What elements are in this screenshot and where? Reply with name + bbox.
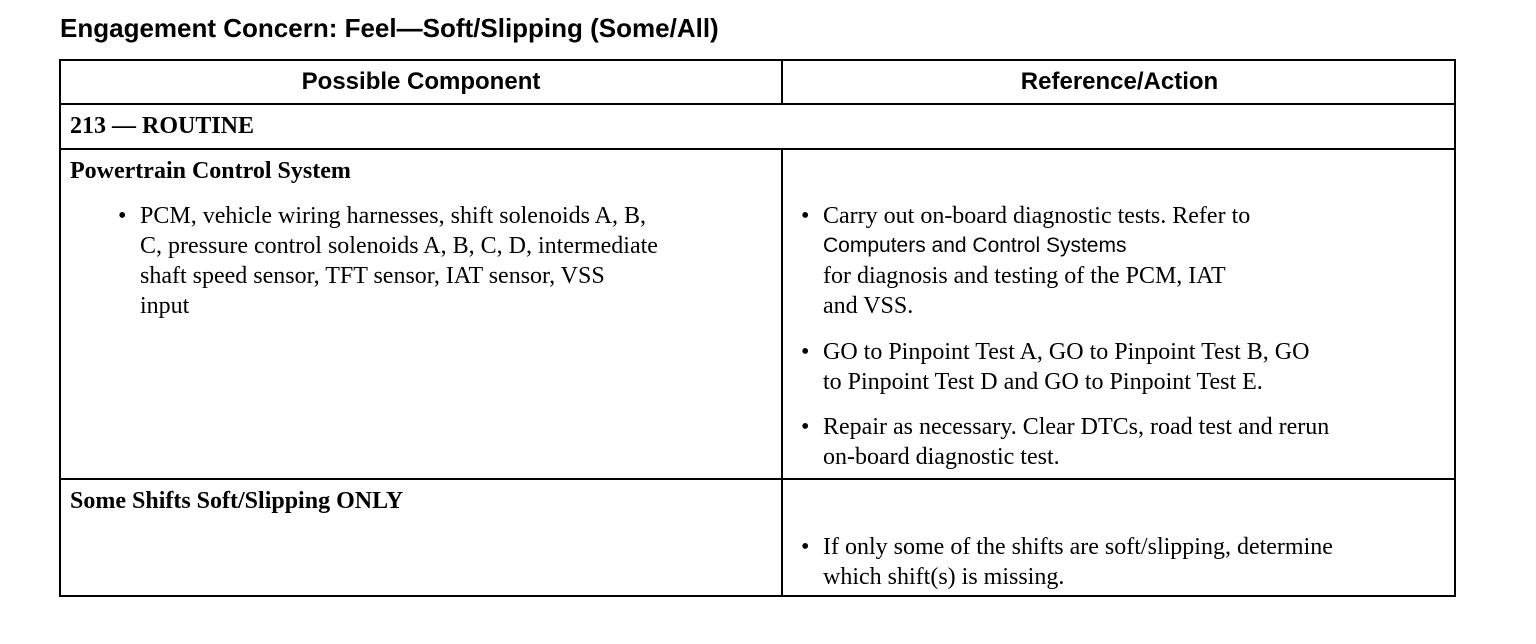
section-divider bbox=[61, 478, 1454, 480]
routine-label: 213 — ROUTINE bbox=[70, 113, 255, 139]
bullet-glyph: • bbox=[118, 203, 127, 229]
action-line: and VSS. bbox=[823, 293, 914, 319]
component-line: input bbox=[140, 293, 190, 319]
bullet-glyph: • bbox=[801, 339, 810, 365]
action-bullet-onboard-tests bbox=[801, 201, 1251, 321]
action-line: Carry out on-board diagnostic tests. Refer to bbox=[823, 203, 1251, 229]
action-line: If only some of the shifts are soft/slipping, determine bbox=[823, 534, 1333, 560]
component-line: PCM, vehicle wiring harnesses, shift solenoids A, B, bbox=[140, 203, 646, 229]
component-line: C, pressure control solenoids A, B, C, D, intermediate bbox=[140, 233, 658, 259]
action-line: for diagnosis and testing of the PCM, IAT bbox=[823, 263, 1226, 289]
component-line: shaft speed sensor, TFT sensor, IAT sensor, VSS bbox=[140, 263, 605, 289]
bullet-glyph: • bbox=[801, 534, 810, 560]
header-reference-action: Reference/Action bbox=[1020, 68, 1219, 95]
action-bullet-some-shifts bbox=[801, 532, 1333, 592]
diagnostic-table bbox=[59, 59, 1456, 597]
bullet-glyph: • bbox=[801, 414, 810, 440]
section-label-some-shifts: Some Shifts Soft/Slipping ONLY bbox=[70, 488, 404, 514]
bullet-glyph: • bbox=[801, 203, 810, 229]
component-bullet-powertrain bbox=[118, 201, 658, 321]
routine-divider bbox=[61, 148, 1454, 150]
action-line: on-board diagnostic test. bbox=[823, 444, 1060, 470]
action-line: Repair as necessary. Clear DTCs, road test and rerun bbox=[823, 414, 1330, 440]
action-bullet-repair bbox=[801, 412, 1330, 472]
action-bullet-pinpoint-tests bbox=[801, 337, 1310, 397]
page-title: Engagement Concern: Feel—Soft/Slipping (Some/All) bbox=[60, 13, 719, 43]
action-reference-link-text: Computers and Control Systems bbox=[823, 234, 1127, 257]
header-divider bbox=[61, 103, 1454, 105]
header-possible-component: Possible Component bbox=[301, 68, 541, 95]
action-line: which shift(s) is missing. bbox=[823, 564, 1065, 590]
section-label-powertrain: Powertrain Control System bbox=[70, 158, 351, 184]
column-divider-body bbox=[781, 148, 783, 595]
action-line: to Pinpoint Test D and GO to Pinpoint Test E. bbox=[823, 369, 1263, 395]
action-line: GO to Pinpoint Test A, GO to Pinpoint Test B, GO bbox=[823, 339, 1310, 365]
